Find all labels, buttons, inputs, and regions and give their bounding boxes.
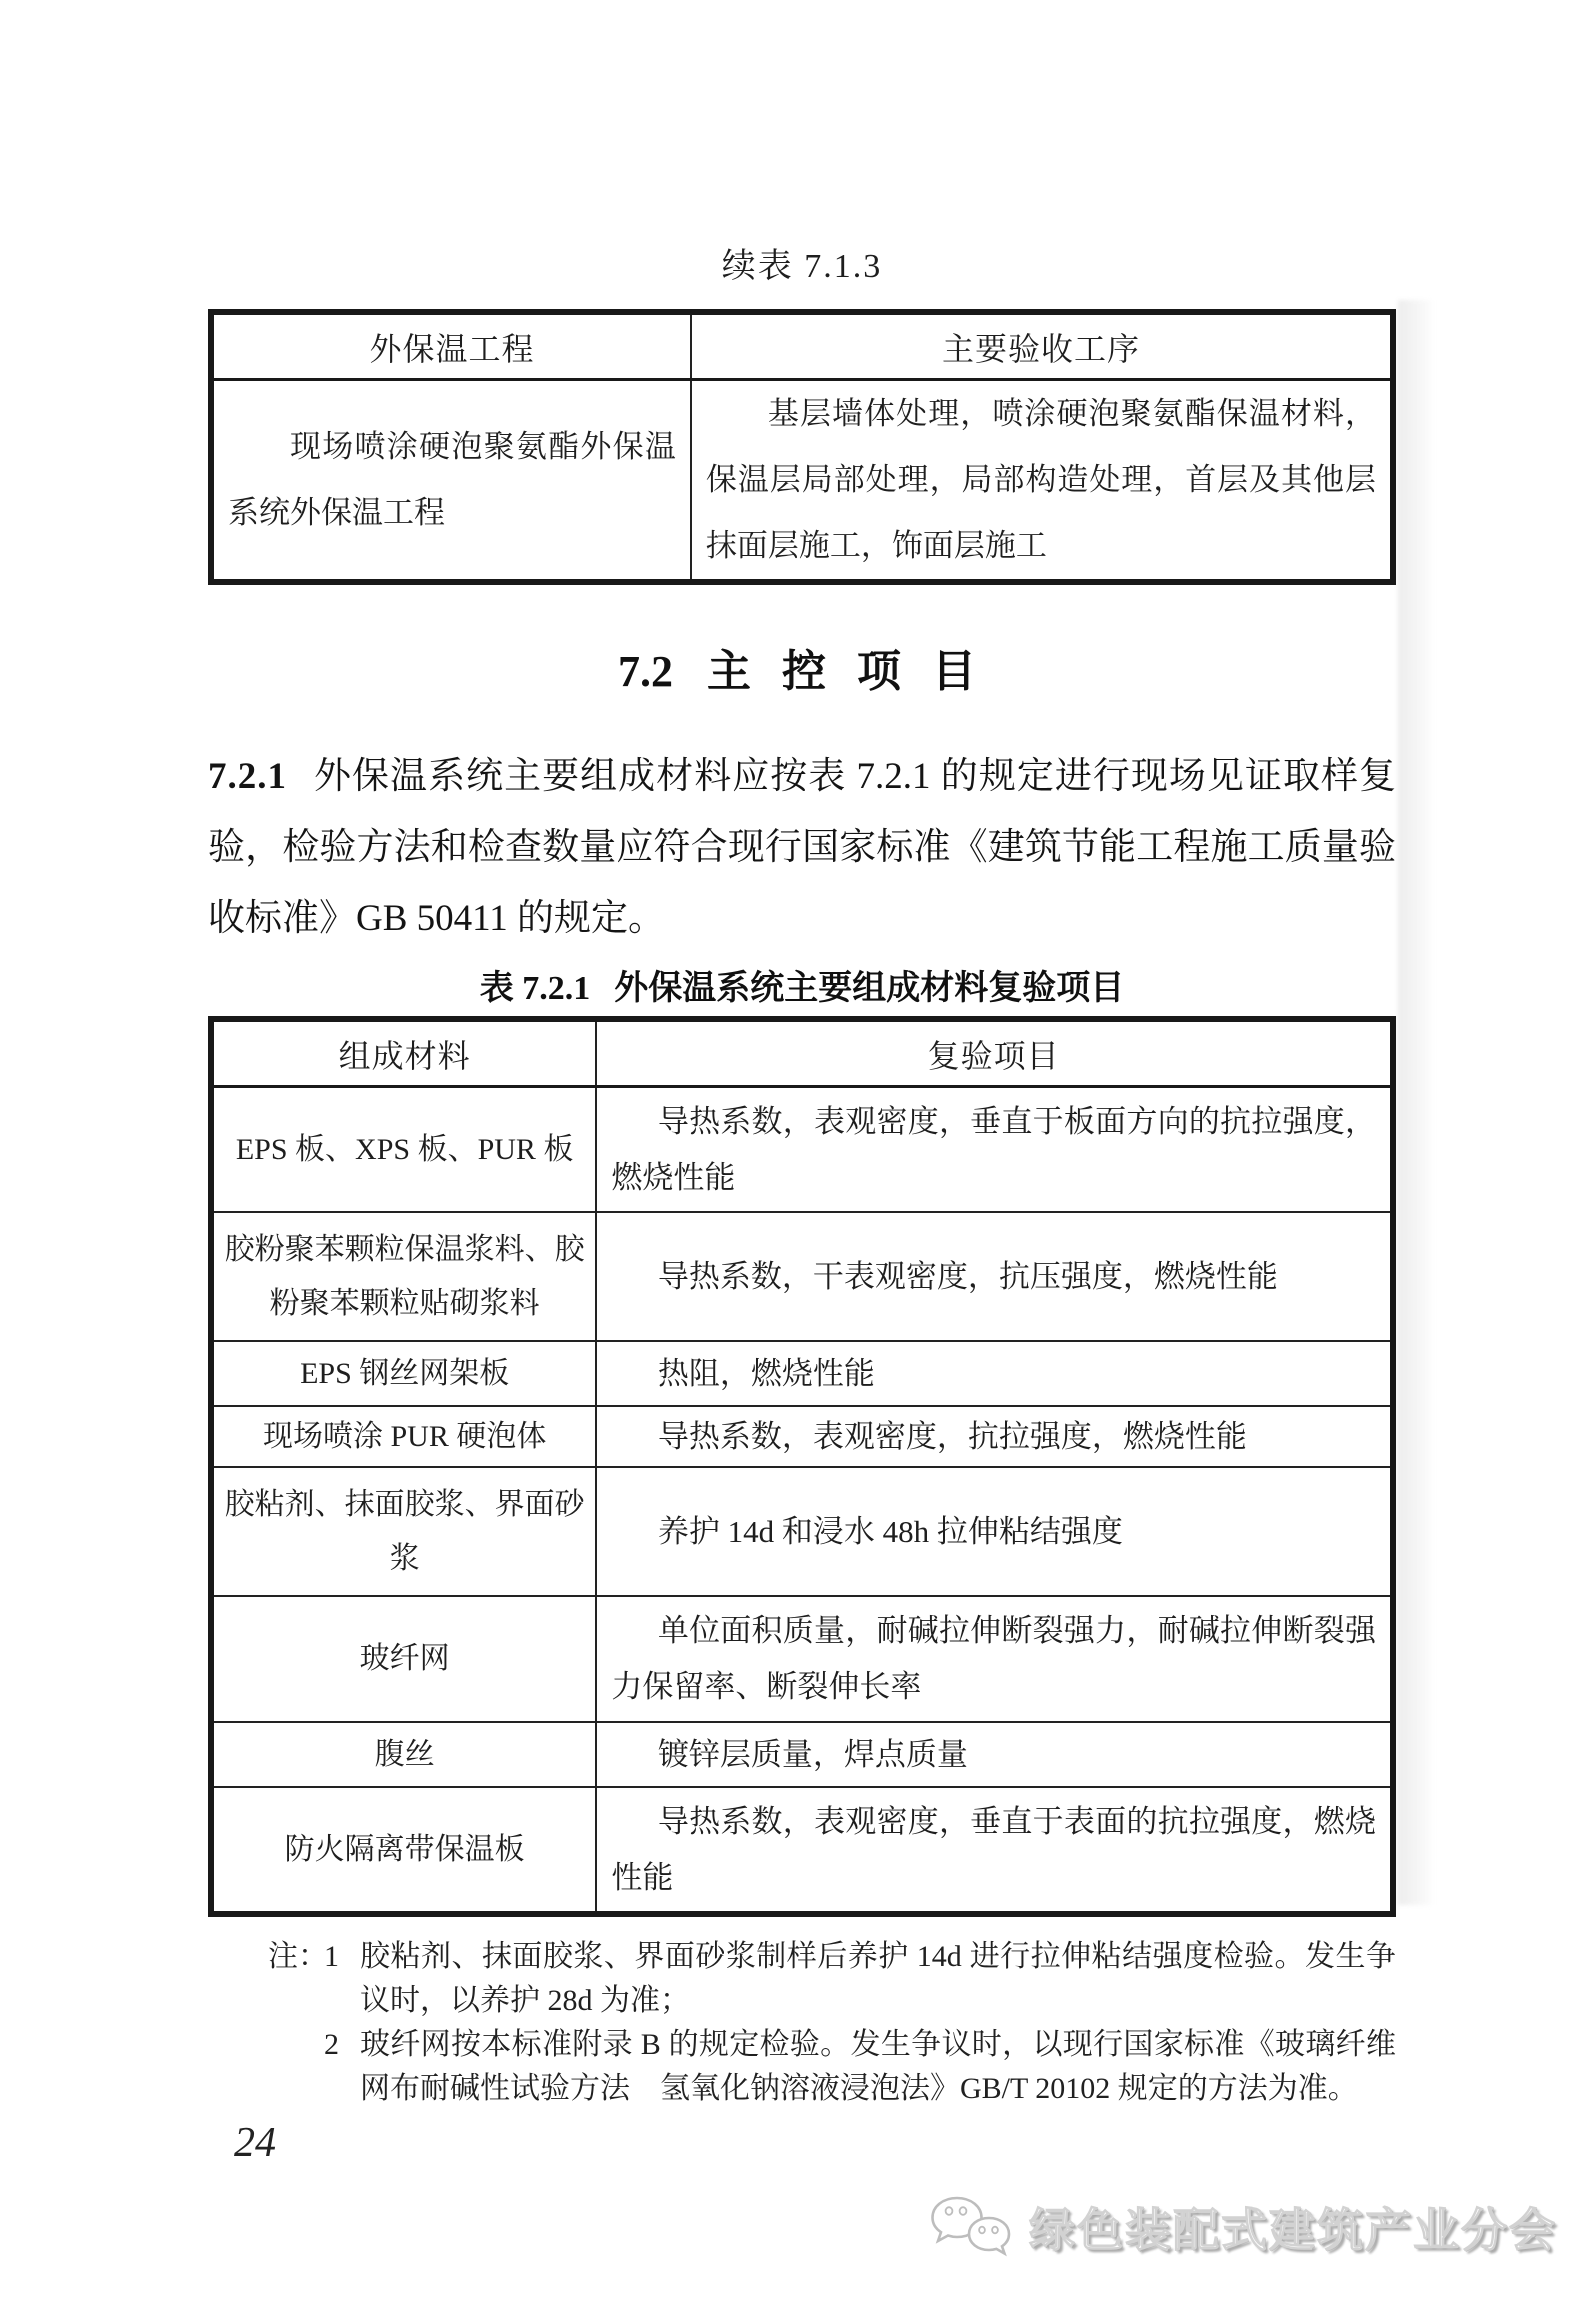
notes-label: 注： [268, 1940, 328, 1973]
review-items-cell: 热阻，燃烧性能 [596, 1341, 1393, 1406]
table-caption-title: 外保温系统主要组成材料复验项目 [614, 970, 1125, 1007]
review-items-cell: 镀锌层质量，焊点质量 [596, 1722, 1393, 1787]
continued-table-title: 续表 7.1.3 [721, 248, 883, 285]
table-row [211, 1087, 1393, 1213]
wechat-icon [929, 2196, 1015, 2258]
note-text: 胶粘剂、抹面胶浆、界面砂浆制样后养护 14d 进行拉伸粘结强度检验。发生争议时，以养护 28d 为准； [360, 1940, 1396, 2017]
note-item [268, 1935, 1396, 2023]
watermark-text: 绿色装配式建筑产业分会 [1029, 2204, 1557, 2256]
table-row [211, 1596, 1393, 1722]
acceptance-procedures-table [208, 309, 1396, 585]
note-number: 2 [324, 2028, 339, 2061]
column-header-project: 外保温工程 [211, 312, 691, 380]
review-items-cell: 导热系数，表观密度，垂直于板面方向的抗拉强度，燃烧性能 [596, 1087, 1393, 1213]
note-number: 1 [324, 1940, 339, 1973]
section-number: 7.2 [618, 647, 673, 696]
table-row [211, 1341, 1393, 1406]
material-cell: EPS 钢丝网架板 [211, 1341, 596, 1406]
note-text: 玻纤网按本标准附录 B 的规定检验。发生争议时，以现行国家标准《玻璃纤维网布耐碱性试验方法 氢氧化钠溶液浸泡法》GB/T 20102 规定的方法为准。 [360, 2028, 1396, 2105]
table-row [211, 1467, 1393, 1596]
table-caption [208, 966, 1396, 1012]
project-cell: 现场喷涂硬泡聚氨酯外保温系统外保温工程 [211, 380, 691, 583]
column-header-procedures: 主要验收工序 [691, 312, 1393, 380]
material-cell: 玻纤网 [211, 1596, 596, 1722]
review-items-cell: 导热系数，干表观密度，抗压强度，燃烧性能 [596, 1212, 1393, 1341]
review-items-cell: 养护 14d 和浸水 48h 拉伸粘结强度 [596, 1467, 1393, 1596]
table-row [211, 380, 1393, 583]
table-row [211, 1722, 1393, 1787]
table-header-row [211, 312, 1393, 380]
note-item [268, 2023, 1396, 2111]
procedures-cell: 基层墙体处理，喷涂硬泡聚氨酯保温材料，保温层局部处理，局部构造处理，首层及其他层抹面层施工，饰面层施工 [691, 380, 1393, 583]
table-row [211, 1212, 1393, 1341]
section-heading [208, 647, 1396, 697]
section-title: 主 控 项 目 [707, 647, 986, 696]
table-row [211, 1406, 1393, 1467]
table-row [211, 1787, 1393, 1914]
column-header-review-items: 复验项目 [596, 1019, 1393, 1087]
review-items-cell: 导热系数，表观密度，抗拉强度，燃烧性能 [596, 1406, 1393, 1467]
page-number: 24 [234, 2120, 276, 2166]
material-cell: 腹丝 [211, 1722, 596, 1787]
material-cell: 防火隔离带保温板 [211, 1787, 596, 1914]
clause-paragraph [208, 741, 1396, 954]
table-caption-number: 表 7.2.1 [479, 970, 591, 1007]
material-cell: EPS 板、XPS 板、PUR 板 [211, 1087, 596, 1213]
material-cell: 胶粉聚苯颗粒保温浆料、胶粉聚苯颗粒贴砌浆料 [211, 1212, 596, 1341]
material-cell: 现场喷涂 PUR 硬泡体 [211, 1406, 596, 1467]
watermark [929, 2194, 1557, 2260]
review-items-cell: 导热系数，表观密度，垂直于表面的抗拉强度，燃烧性能 [596, 1787, 1393, 1914]
document-page [208, 0, 1396, 2167]
table-header-row [211, 1019, 1393, 1087]
review-items-table [208, 1016, 1396, 1917]
material-cell: 胶粘剂、抹面胶浆、界面砂浆 [211, 1467, 596, 1596]
review-items-cell: 单位面积质量，耐碱拉伸断裂强力，耐碱拉伸断裂强力保留率、断裂伸长率 [596, 1596, 1393, 1722]
column-header-material: 组成材料 [211, 1019, 596, 1087]
clause-number: 7.2.1 [208, 756, 287, 797]
clause-text: 外保温系统主要组成材料应按表 7.2.1 的规定进行现场见证取样复验，检验方法和检查数量应符合现行国家标准《建筑节能工程施工质量验收标准》GB 50411 的规定。 [208, 756, 1396, 939]
scan-shadow-artifact [1398, 300, 1432, 1905]
table-notes [268, 1935, 1396, 2111]
